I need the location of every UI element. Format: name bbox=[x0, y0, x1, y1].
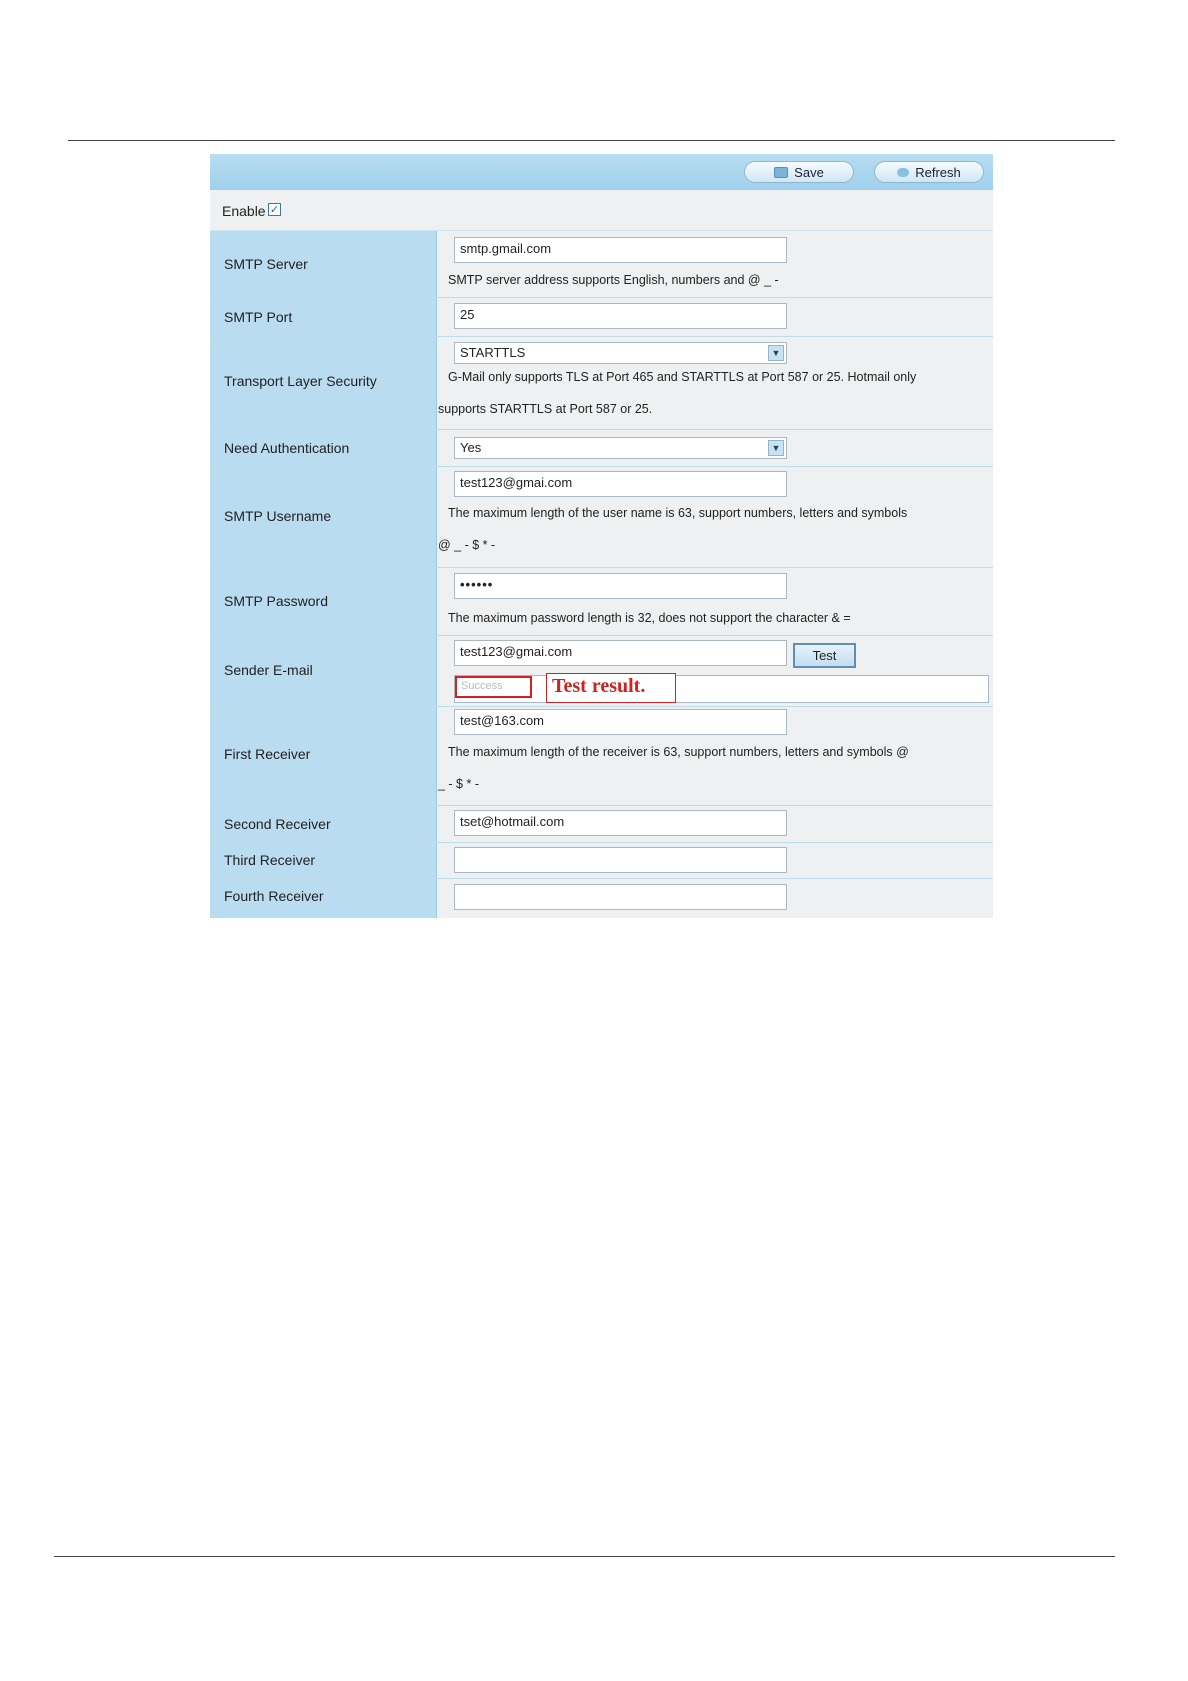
page-footer-rule bbox=[54, 1556, 1115, 1557]
smtp-username-row bbox=[210, 467, 993, 568]
smtp-port-input[interactable]: 25 bbox=[454, 303, 787, 329]
enable-row bbox=[210, 190, 993, 231]
smtp-username-label: SMTP Username bbox=[224, 508, 332, 524]
third-receiver-row bbox=[210, 843, 993, 879]
toolbar bbox=[210, 154, 993, 191]
save-label: Save bbox=[794, 164, 824, 180]
refresh-icon bbox=[897, 168, 909, 177]
need-auth-row bbox=[210, 430, 993, 467]
smtp-username-hint-line1: The maximum length of the user name is 63, support numbers, letters and symbols bbox=[448, 506, 908, 520]
first-receiver-row bbox=[210, 707, 993, 806]
email-settings-panel bbox=[210, 154, 993, 918]
second-receiver-row bbox=[210, 806, 993, 843]
smtp-server-hint: SMTP server address supports English, numbers and @ _ - bbox=[448, 273, 779, 287]
dropdown-arrow-icon[interactable]: ▼ bbox=[768, 345, 784, 361]
second-receiver-input[interactable]: tset@hotmail.com bbox=[454, 810, 787, 836]
tls-hint-line2: supports STARTTLS at Port 587 or 25. bbox=[438, 402, 653, 416]
sender-email-label: Sender E-mail bbox=[224, 662, 313, 678]
tls-label: Transport Layer Security bbox=[224, 373, 377, 389]
sender-email-row bbox=[210, 636, 993, 707]
smtp-server-row bbox=[210, 231, 993, 298]
smtp-server-input[interactable]: smtp.gmail.com bbox=[454, 237, 787, 263]
sender-email-input[interactable]: test123@gmai.com bbox=[454, 640, 787, 666]
smtp-password-input[interactable]: •••••• bbox=[454, 573, 787, 599]
save-button[interactable] bbox=[744, 161, 854, 183]
page-header-rule bbox=[68, 140, 1115, 141]
first-receiver-input[interactable]: test@163.com bbox=[454, 709, 787, 735]
refresh-button[interactable] bbox=[874, 161, 984, 183]
test-result-annotation: Test result. bbox=[546, 673, 676, 703]
dropdown-arrow-icon[interactable]: ▼ bbox=[768, 440, 784, 456]
enable-checkbox[interactable]: ✓ bbox=[269, 204, 280, 216]
test-result-field bbox=[454, 675, 989, 703]
tls-select[interactable] bbox=[454, 342, 787, 364]
fourth-receiver-label: Fourth Receiver bbox=[224, 888, 324, 904]
smtp-port-row bbox=[210, 298, 993, 337]
enable-label: Enable bbox=[222, 203, 266, 219]
tls-hint-line1: G-Mail only supports TLS at Port 465 and STARTTLS at Port 587 or 25. Hotmail only bbox=[448, 370, 917, 384]
first-receiver-hint-line2: _ - $ * - bbox=[438, 777, 479, 791]
smtp-server-label: SMTP Server bbox=[224, 256, 308, 272]
third-receiver-input[interactable] bbox=[454, 847, 787, 873]
need-auth-selected-value: Yes bbox=[460, 440, 482, 455]
refresh-label: Refresh bbox=[915, 164, 961, 180]
third-receiver-label: Third Receiver bbox=[224, 852, 316, 868]
need-auth-select[interactable] bbox=[454, 437, 787, 459]
tls-row bbox=[210, 337, 993, 430]
first-receiver-label: First Receiver bbox=[224, 746, 311, 762]
need-auth-label: Need Authentication bbox=[224, 440, 350, 456]
test-button[interactable]: Test bbox=[793, 643, 856, 668]
tls-selected-value: STARTTLS bbox=[460, 345, 526, 360]
smtp-password-row bbox=[210, 568, 993, 636]
smtp-username-input[interactable]: test123@gmai.com bbox=[454, 471, 787, 497]
save-icon bbox=[774, 167, 788, 178]
smtp-password-hint: The maximum password length is 32, does not support the character & = bbox=[448, 611, 851, 625]
second-receiver-label: Second Receiver bbox=[224, 816, 331, 832]
fourth-receiver-input[interactable] bbox=[454, 884, 787, 910]
fourth-receiver-row bbox=[210, 879, 993, 918]
smtp-password-label: SMTP Password bbox=[224, 593, 328, 609]
first-receiver-hint-line1: The maximum length of the receiver is 63, support numbers, letters and symbols @ bbox=[448, 745, 909, 759]
smtp-port-label: SMTP Port bbox=[224, 309, 293, 325]
smtp-username-hint-line2: @ _ - $ * - bbox=[438, 538, 496, 552]
success-status: Success bbox=[455, 676, 532, 698]
